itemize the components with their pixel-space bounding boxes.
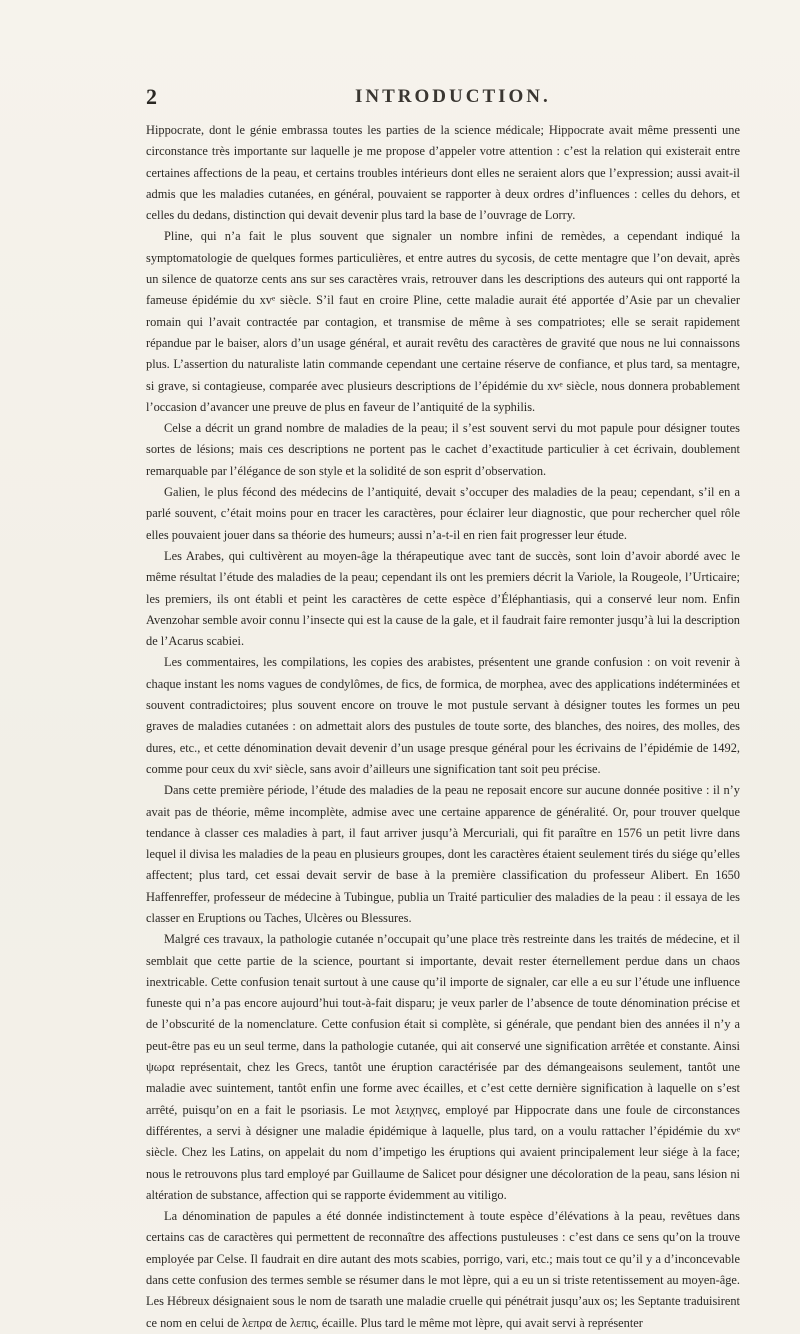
- paragraph-commentaires: Les commentaires, les compilations, les copies des arabistes, présentent une grande confusion : on voit revenir à chaque instant les noms vagues de condylômes, de fics, de formica, de morphea, avec des applications indéterminées et souvent contradictoires; plus souvent encore on trouve le mot pustule servant à désigner toutes les formes un peu graves de maladies cutanées : on admettait alors des pustules de toute sorte, des blanches, des noires, des molles, des dures, etc., et cette dénomination devait devenir d’un usage presque général pour les écrivains de l’épidémie de 1492, comme pour ceux du xviᵉ siècle, sans avoir d’ailleurs une signification tant soit peu précise.: [146, 655, 740, 776]
- paragraph-pline: Pline, qui n’a fait le plus souvent que signaler un nombre infini de remèdes, a cependant indiqué la symptomatologie de quelques formes particulières, et entre autres du sycosis, de cette mentagre que l’on devait, après un silence de quatorze cents ans sur ses caractères vrais, retrouver dans les descriptions des auteurs qui ont rapporté la fameuse épidémie du xvᵉ siècle. S’il faut en croire Pline, cette maladie aurait été apportée d’Asie par un chevalier romain qui l’avait contractée par contagion, et transmise de même à ses compatriotes; elle se serait rapidement répandue par le baiser, alors d’un usage général, et aurait revêtu des caractères de gravité que nous ne lui connaissons plus. L’assertion du naturaliste latin commande cependant une certaine réserve de confiance, et plus tard, sa mentagre, si grave, si contagieuse, comparée avec plusieurs descriptions de l’épidémie du xvᵉ siècle, nous donnera probablement l’occasion d’avancer une preuve de plus en faveur de l’antiquité de la syphilis.: [146, 229, 740, 414]
- paragraph-premiere-periode: Dans cette première période, l’étude des maladies de la peau ne reposait encore sur aucune donnée positive : il n’y avait pas de théorie, même incomplète, admise avec une certaine apparence de généralité. Or, pour trouver quelque tendance à classer ces maladies à part, il faut arriver jusqu’à Mercuriali, qui fit paraître en 1576 un petit livre dans lequel il divisa les maladies de la peau en plusieurs groupes, dont les caractères étaient seulement tirés du siége qu’elles affectent; plus tard, cet essai devait servir de base à la première classification du professeur Alibert. En 1650 Haffenreffer, professeur de médecine à Tubingue, publia un Traité particulier des maladies de la peau : il essaya de les classer en Eruptions ou Taches, Ulcères ou Blessures.: [146, 783, 740, 925]
- page-header: [130, 84, 760, 114]
- paragraph-papules: La dénomination de papules a été donnée indistinctement à toute espèce d’élévations à la peau, revêtues dans certains cas de caractères qui permettent de reconnaître des affections pustuleuses : c’est dans ce sens qu’on la trouve employée par Celse. Il faudrait en dire autant des mots scabies, porrigo, vari, etc.; mais tout ce qu’il y a d’inconcevable dans cette confusion des termes semble se résumer dans le mot lèpre, qui a eu un si triste retentissement au moyen-âge. Les Hébreux désignaient sous le nom de tsarath une maladie cruelle qui pénétrait jusqu’aux os; les Septante traduisirent ce nom en celui de λεπρα de λεπις, écaille. Plus tard le même mot lèpre, qui avait servi à représenter: [146, 1209, 740, 1330]
- running-head-title: INTRODUCTION.: [355, 86, 551, 107]
- paragraph-arabes: Les Arabes, qui cultivèrent au moyen-âge la thérapeutique avec tant de succès, sont loin d’avoir abordé avec le même résultat l’étude des maladies de la peau; cependant ils ont les premiers décrit la Variole, la Rougeole, l’Urticaire; les premiers, ils ont établi et peint les caractères de cette espèce d’Éléphantiasis, qui a conservé leur nom. Enfin Avenzohar semble avoir connu l’insecte qui est la cause de la gale, et il faudrait faire remonter jusqu’à lui la description de l’Acarus scabiei.: [146, 548, 740, 649]
- paragraph-malgre: Malgré ces travaux, la pathologie cutanée n’occupait qu’une place très restreinte dans les traités de médecine, et il semblait que cette partie de la science, pourtant si importante, devait rester éternellement perdue dans un chaos inextricable. Cette confusion tenait surtout à une cause qu’il importe de signaler, car elle a eu sur l’étude une influence funeste qui n’a pas encore aujourd’hui tout-à-fait disparu; je veux parler de l’absence de toute dénomination précise et de l’obscurité de la nomenclature. Cette confusion était si complète, si générale, que pendant bien des années il n’y a peut-être pas eu un seul terme, dans la pathologie cutanée, qui ait conservé une signification arrêtée et constante. Ainsi ψωρα représentait, chez les Grecs, tantôt une éruption caractérisée par des démangeaisons seulement, tantôt une maladie avec suintement, tantôt enfin une forme avec écailles, et c’est cette dernière signification à laquelle on s’est arrêté, puisqu’on en a fait le psoriasis. Le mot λειχηνες, employé par Hippocrate dans une foule de circonstances différentes, a servi à désigner une maladie épidémique à laquelle, plus tard, on a voulu rattacher l’épidémie du xvᵉ siècle. Chez les Latins, on appelait du nom d’impetigo les éruptions qui avaient principalement leur siége à la face; nous le retrouvons plus tard employé par Guillaume de Salicet pour désigner une décoloration de la peau, sans lésion ni altération de substance, affection qui se rapporte évidemment au vitiligo.: [146, 932, 740, 1202]
- paragraph-hippocrate: Hippocrate, dont le génie embrassa toutes les parties de la science médicale; Hippocrate avait même pressenti une circonstance très importante sur laquelle je me propose d’appeler votre attention : c’est la relation qui existerait entre certaines affections de la peau, et certains troubles intérieurs dont elles ne seraient alors que l’expression; aussi avait-il admis que les maladies cutanées, en général, pouvaient se rapporter à deux ordres d’influences : celles du dehors, et celles du dedans, distinction qui devait devenir plus tard la base de l’ouvrage de Lorry.: [146, 123, 740, 223]
- body-text: [146, 120, 740, 1334]
- paragraph-galien: Galien, le plus fécond des médecins de l’antiquité, devait s’occuper des maladies de la peau; cependant, s’il en a parlé souvent, c’était moins pour en tracer les caractères, pour éclairer leur diagnostic, que pour rechercher quel rôle elles pouvaient jouer dans sa théorie des humeurs; aussi n’a-t-il en rien fait progresser leur étude.: [146, 485, 740, 542]
- paragraph-celse: Celse a décrit un grand nombre de maladies de la peau; il s’est souvent servi du mot papule pour désigner toutes sortes de lésions; mais ces descriptions ne portent pas le cachet d’exactitude particulier à cet écrivain, doublement remarquable par l’élégance de son style et la solidité de son esprit d’observation.: [146, 421, 740, 478]
- page-number: 2: [146, 84, 157, 109]
